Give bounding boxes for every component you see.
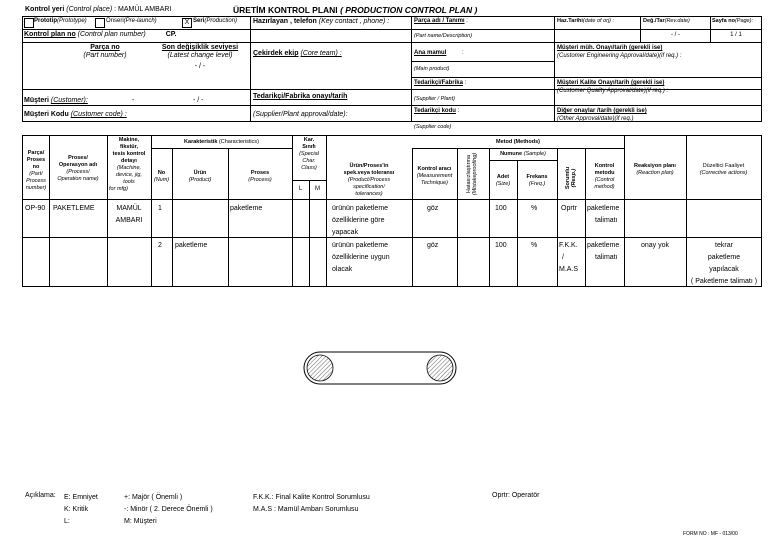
h-cm-2: (Control xyxy=(594,177,615,183)
core-team-label: Çekirdek ekip xyxy=(253,50,299,57)
page-value: 1 / 1 xyxy=(730,32,742,38)
legend-major: +: Majör ( Önemli ) xyxy=(124,494,183,501)
col-process-name xyxy=(49,155,107,183)
row1-measurement: göz xyxy=(427,205,439,212)
supplier-code-colon: : xyxy=(457,108,460,114)
prototype-checkbox[interactable] xyxy=(24,18,34,28)
prep-date xyxy=(557,18,614,24)
col-responsible xyxy=(565,158,577,198)
h-process: Proses xyxy=(250,170,270,176)
row1-spec-2: yapacak xyxy=(332,229,359,236)
rev-date-label: Değ./Tar xyxy=(643,18,665,24)
col-characteristics xyxy=(151,139,292,145)
rev-date-value: - / - xyxy=(671,32,680,38)
h-cm-1: metodu xyxy=(594,170,615,176)
latest-change-label: Son değişiklik seviyesi xyxy=(161,44,239,51)
part-name-colon: : xyxy=(466,18,468,24)
other-approval xyxy=(557,107,647,123)
col-no xyxy=(151,170,172,184)
row1-cm-0: paketleme xyxy=(587,205,620,212)
legend-col3 xyxy=(253,492,370,516)
page-label: Sayfa no xyxy=(712,18,735,24)
row2-measurement: göz xyxy=(427,242,439,249)
h-resp-0: Sorumlu xyxy=(565,166,571,190)
h-m-7: for mfg) xyxy=(109,186,128,192)
col-error-proofing xyxy=(466,142,478,206)
col-control-method xyxy=(585,163,624,191)
customer-quality-approval xyxy=(557,79,668,95)
customer-date-value: - / - xyxy=(193,97,204,104)
h-no-en: (Num) xyxy=(153,177,170,183)
h-freq: Frekans xyxy=(526,174,548,180)
col-machine xyxy=(107,137,151,193)
h-no: No xyxy=(157,170,166,176)
prelaunch-checkbox[interactable] xyxy=(95,18,105,28)
col-sample xyxy=(489,151,557,157)
col-reaction xyxy=(624,163,686,177)
production-en: (Production) xyxy=(204,18,238,24)
sketch-left-end xyxy=(307,355,333,381)
h-reaction: Reaksiyon planı xyxy=(634,163,676,169)
col-product xyxy=(172,170,228,184)
row2-freq: % xyxy=(531,242,538,249)
part-no-en: (Part number) xyxy=(83,52,127,59)
h-m-6: tools xyxy=(123,179,135,185)
h-pn-1: Operasyon adı xyxy=(58,162,98,168)
row1-no: 1 xyxy=(158,205,162,212)
h-m-4: (Machine, xyxy=(116,165,142,171)
h-pn-0: Proses/ xyxy=(68,155,88,161)
row2-corr-1: paketleme xyxy=(707,254,741,261)
legend-l: L: xyxy=(64,518,70,525)
h-meas-1: (Measurement xyxy=(416,173,453,179)
h-class-3: Char. xyxy=(302,158,316,164)
h-resp-1: (Resp.) xyxy=(571,168,577,188)
prep-date-en: (date of orj) : xyxy=(582,18,615,24)
legend-oprtr: Oprtr: Operatör xyxy=(492,492,540,499)
prototype-option xyxy=(34,18,87,24)
title-en: ( PRODUCTION CONTROL PLAN ) xyxy=(340,5,478,15)
legend-col1 xyxy=(64,492,98,528)
row1-machine-1: AMBARI xyxy=(115,217,143,224)
h-corrective: Düzeltici Faaliyet xyxy=(702,163,745,169)
row1-process: paketleme xyxy=(230,205,263,212)
row1-process-name: PAKETLEME xyxy=(53,205,95,212)
prep-date-label: Haz.Tarihi xyxy=(557,18,583,24)
control-plan-no-label: Kontrol plan no xyxy=(24,31,76,38)
customer-engineering-approval xyxy=(557,44,682,60)
latest-change xyxy=(145,44,255,71)
h-sample-en: (Sample) xyxy=(523,151,546,157)
col-methods: Metod (Methods) xyxy=(496,139,540,145)
row2-corr-3: ( Paketleme talimatı ) xyxy=(690,278,758,285)
supplier-plant-colon: : xyxy=(464,80,467,86)
supplier-code-en: (Supplier code) xyxy=(414,124,452,130)
legend-minor: -: Minör ( 2. Derece Önemli ) xyxy=(124,506,213,513)
h-spec-3: specification/ xyxy=(353,184,385,190)
main-product xyxy=(414,50,464,56)
part-no-label: Parça no xyxy=(90,44,120,51)
control-plan-no-en: (Control plan number) xyxy=(77,31,146,38)
h-m-5: device, jig, xyxy=(116,172,142,178)
row2-no: 2 xyxy=(158,242,162,249)
key-contact-en: (Key contact , phone) : xyxy=(318,18,390,25)
h-pp-3: (Part/ xyxy=(29,171,43,177)
row1-process-no: OP-90 xyxy=(25,205,46,212)
production-mark: X xyxy=(184,19,190,26)
customer-value: - xyxy=(132,97,135,104)
row2-spec-0: ürünün paketleme xyxy=(332,242,389,249)
part-name xyxy=(414,18,468,24)
core-team xyxy=(253,50,342,57)
h-spec-2: (Product/Process xyxy=(347,177,391,183)
supplier-code xyxy=(414,108,459,114)
part-sketch xyxy=(300,348,460,388)
row2-corr-2: yapılacak xyxy=(709,266,739,273)
h-pp-2: no xyxy=(32,164,40,170)
h-corrective-en: (Corrective actions) xyxy=(699,170,748,176)
prelaunch-label: Önseri xyxy=(106,18,124,24)
col-class xyxy=(292,137,326,172)
cust-eng-label: Müşteri müh. Onayı/tarih (gerekli ise) xyxy=(557,45,663,51)
other-approval-en: (Other Approval/date)(if req.) xyxy=(557,116,634,122)
row2-resp-0: F.K.K. xyxy=(559,242,578,249)
row1-spec-0: ürünün paketleme xyxy=(332,205,389,212)
h-pp-1: Proses xyxy=(26,157,46,163)
h-process-en: (Process) xyxy=(248,177,272,183)
h-class-4: Class) xyxy=(301,165,317,171)
customer xyxy=(24,97,88,104)
cust-quality-en: (Customer Quality Approval/date)(if req.) : xyxy=(557,88,669,94)
col-measurement xyxy=(412,166,457,187)
form-number: FORM NO : MF - 013/00 xyxy=(683,531,738,537)
h-ep-0: Hatasızlaştırma xyxy=(466,154,472,194)
h-char: Karakteristik xyxy=(184,139,218,145)
production-label: Seri xyxy=(193,18,205,24)
h-meas-2: Technique) xyxy=(420,180,448,186)
sketch-right-end xyxy=(427,355,453,381)
core-team-en: (Core team) : xyxy=(300,50,342,57)
h-char-en: (Characteristics) xyxy=(218,139,259,145)
latest-change-value: - / - xyxy=(194,63,206,70)
h-size: Adet xyxy=(496,174,510,180)
production-option xyxy=(193,18,237,24)
row1-machine-0: MAMÜL xyxy=(116,205,142,212)
h-reaction-en: (Reaction plan) xyxy=(636,170,674,176)
prototype-label: Prototip xyxy=(34,18,57,24)
col-corrective xyxy=(686,163,761,177)
legend-e: E: Emniyet xyxy=(64,494,98,501)
row1-spec xyxy=(332,203,388,239)
row2-resp-2: M.A.S xyxy=(559,266,579,273)
h-pp-5: number) xyxy=(25,185,47,191)
h-pp-4: Process xyxy=(26,178,46,184)
h-class-2: (Special xyxy=(299,151,319,157)
rev-date-en: (Rev.date) xyxy=(664,18,690,24)
prelaunch-option xyxy=(106,18,157,24)
control-place-value: : MAMÜL AMBARI xyxy=(114,6,172,13)
legend-k: K: Kritik xyxy=(64,506,89,513)
control-place-label: Kontrol yeri xyxy=(25,6,65,13)
supplier-plant xyxy=(414,80,466,86)
h-m-1: fikstür, xyxy=(119,144,139,150)
customer-code xyxy=(24,111,127,118)
h-spec-0: Ürün/Proses'in xyxy=(349,163,389,169)
h-spec-1: spek.veya toleransı xyxy=(343,170,395,176)
h-size-en: (Size) xyxy=(495,181,511,187)
customer-code-en: (Customer code) : xyxy=(70,111,127,118)
production-checkbox[interactable] xyxy=(182,18,192,28)
h-spec-4: tolerances) xyxy=(355,191,383,197)
h-class-1: Sınıfı xyxy=(302,144,316,150)
prelaunch-en: (Pre-launch) xyxy=(123,18,157,24)
h-meas-0: Kontrol aracı xyxy=(417,166,452,172)
control-place xyxy=(25,6,171,13)
h-cm-0: Kontrol xyxy=(594,163,615,169)
col-freq xyxy=(517,174,557,188)
h-m-0: Makine, xyxy=(118,137,140,143)
row2-responsible xyxy=(559,240,578,276)
row2-control-method xyxy=(587,240,619,264)
h-sample: Numune xyxy=(500,151,523,157)
supplier-plant-label: Tedarikçi/Fabrika xyxy=(414,80,463,86)
row2-size: 100 xyxy=(495,242,507,249)
row2-resp-1: / xyxy=(562,254,564,261)
part-name-en: (Part name/Description) xyxy=(414,33,473,39)
row1-cm-1: talimatı xyxy=(595,217,618,224)
row2-spec-2: olacak xyxy=(332,266,353,273)
row1-size: 100 xyxy=(495,205,507,212)
col-spec xyxy=(326,163,412,198)
legend-col2 xyxy=(124,492,213,528)
h-ep-1: (Mistakeproofing) xyxy=(472,152,478,196)
h-m-2: tesis kontrol xyxy=(112,151,146,157)
legend-mas: M.A.S : Mamül Ambarı Sorumlusu xyxy=(253,506,359,513)
row1-freq: % xyxy=(531,205,538,212)
row2-cm-1: talimatı xyxy=(595,254,618,261)
row1-control-method xyxy=(587,203,619,227)
col-process xyxy=(228,170,292,184)
h-cm-3: method) xyxy=(594,184,615,190)
legend-customer: M: Müşteri xyxy=(124,518,157,525)
legend-fkk: F.K.K.: Final Kalite Kontrol Sorumlusu xyxy=(253,494,370,501)
row2-reaction: onay yok xyxy=(640,242,670,249)
prototype-en: (Prototype) xyxy=(57,18,87,24)
control-place-en: (Control place) xyxy=(66,6,113,13)
cust-eng-en: (Customer Engineering Approval/date)(if req.) : xyxy=(557,53,682,59)
h-class-0: Kar. xyxy=(303,137,315,143)
control-plan-no-value: CP. xyxy=(165,31,177,38)
h-product: Ürün xyxy=(193,170,207,176)
main-product-en: (Main product) xyxy=(414,66,450,72)
row1-machine xyxy=(107,203,151,227)
key-contact-label: Hazırlayan , telefon xyxy=(253,18,317,25)
supplier-approval-en: (Supplier/Plant approval/date): xyxy=(253,111,348,118)
title-tr: ÜRETİM KONTROL PLANI xyxy=(233,5,338,15)
part-name-label: Parça adı / Tanımı xyxy=(414,18,465,24)
supplier-approval-label: Tedarikçi/Fabrika onayı/tarih xyxy=(253,93,348,100)
row2-product: paketleme xyxy=(175,242,208,249)
h-pn-3: Operation name) xyxy=(57,176,99,182)
row2-corr-0: tekrar xyxy=(715,242,733,249)
part-no xyxy=(60,44,150,60)
other-approval-label: Diğer onaylar /tarih (gerekli ise) xyxy=(557,108,647,114)
h-pp-0: Parça/ xyxy=(27,150,45,156)
rev-date xyxy=(643,18,690,24)
h-pn-2: (Process/ xyxy=(66,169,90,175)
row2-spec xyxy=(332,240,390,276)
supplier-code-label: Tedarikçi kodu xyxy=(414,108,456,114)
row2-spec-1: özelliklerine uygun xyxy=(332,254,390,261)
main-product-colon: : xyxy=(462,50,464,56)
customer-label: Müşteri xyxy=(24,97,49,104)
key-contact xyxy=(253,18,389,25)
h-class-m: M xyxy=(315,186,320,192)
col-part-process-no xyxy=(23,150,49,192)
h-freq-en: (Freq.) xyxy=(528,181,546,187)
col-size xyxy=(489,174,517,188)
row1-spec-1: özelliklerine göre xyxy=(332,217,385,224)
control-plan-no xyxy=(24,31,177,38)
page-en: (Page): xyxy=(734,18,753,24)
main-product-label: Ana mamul xyxy=(414,50,447,56)
customer-code-label: Müşteri Kodu xyxy=(24,111,69,118)
latest-change-en: (Latest change level) xyxy=(167,52,233,59)
page-number xyxy=(712,18,753,24)
legend-label: Açıklama: xyxy=(25,492,56,499)
document-title xyxy=(233,5,477,15)
h-class-l: L xyxy=(298,186,303,192)
h-m-3: detayı xyxy=(121,158,137,164)
cust-quality-label: Müşteri Kalite Onayı/tarih (gerekli ise) xyxy=(557,80,665,86)
supplier-plant-en: (Supplier / Plant) xyxy=(414,96,455,102)
row2-corrective xyxy=(672,240,768,288)
row2-cm-0: paketleme xyxy=(587,242,620,249)
h-product-en: (Product) xyxy=(188,177,212,183)
row1-responsible: Oprtr xyxy=(561,205,577,212)
customer-en: (Customer): xyxy=(50,97,88,104)
